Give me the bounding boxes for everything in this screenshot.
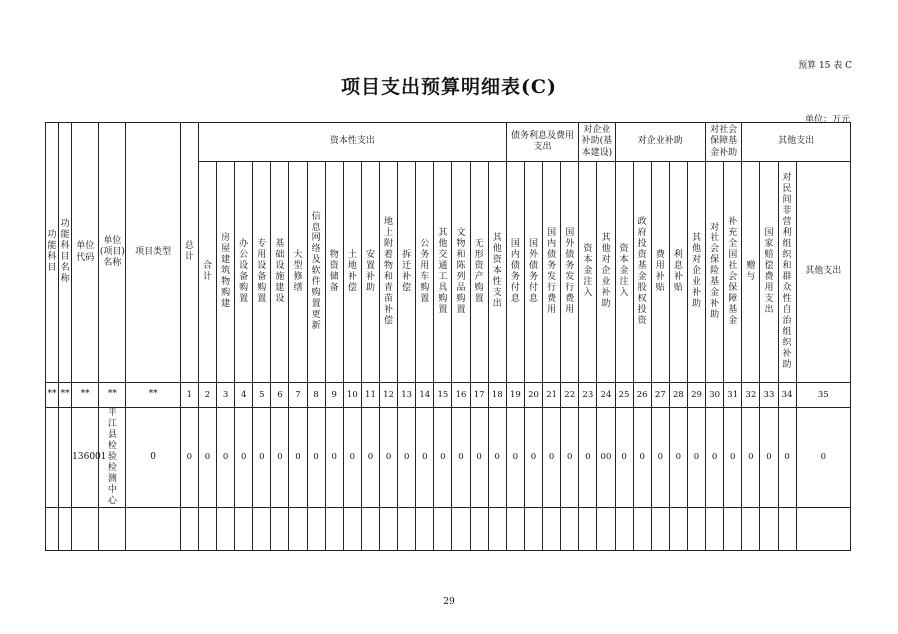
- value-cell: 0: [470, 408, 488, 508]
- value-cell: 0: [180, 408, 198, 508]
- sub-header: 资本金注入: [615, 162, 633, 383]
- value-cell: 0: [380, 408, 398, 508]
- value-cell: 0: [253, 408, 271, 508]
- index-number: 35: [796, 383, 850, 408]
- index-number: 34: [778, 383, 796, 408]
- index-number: 30: [706, 383, 724, 408]
- index-stars: **: [46, 383, 59, 408]
- sub-header: 办公设备购置: [235, 162, 253, 383]
- unit-label: 单位：万元: [804, 115, 850, 125]
- empty-cell: [651, 508, 669, 551]
- index-number: 31: [724, 383, 742, 408]
- empty-cell: [217, 508, 235, 551]
- empty-cell: [615, 508, 633, 551]
- value-cell: 0: [778, 408, 796, 508]
- group-social-security: 对社会保障基金补助: [706, 123, 742, 162]
- index-number: 28: [669, 383, 687, 408]
- sub-header: 基础设施建设: [271, 162, 289, 383]
- empty-cell: [452, 508, 470, 551]
- index-number: 1: [180, 383, 198, 408]
- value-cell: 0: [235, 408, 253, 508]
- header-group-row: [46, 123, 851, 162]
- value-cell: 0: [361, 408, 379, 508]
- empty-cell: [434, 508, 452, 551]
- empty-cell: [724, 508, 742, 551]
- sub-header: 资本金注入: [579, 162, 597, 383]
- empty-cell: [343, 508, 361, 551]
- empty-cell: [99, 508, 126, 551]
- empty-cell: [59, 508, 72, 551]
- value-cell: 0: [325, 408, 343, 508]
- index-number: 22: [561, 383, 579, 408]
- value-cell: 0: [615, 408, 633, 508]
- index-number: 33: [760, 383, 778, 408]
- value-cell: 0: [760, 408, 778, 508]
- empty-cell: [796, 508, 850, 551]
- index-number: 18: [488, 383, 506, 408]
- empty-cell: [687, 508, 705, 551]
- func-subject-name-cell: [59, 408, 72, 508]
- header-func-subject: 功能科目: [46, 123, 59, 383]
- index-number: 10: [343, 383, 361, 408]
- value-cell: 0: [561, 408, 579, 508]
- value-cell: 0: [398, 408, 416, 508]
- group-enterprise: 对企业补助: [615, 123, 706, 162]
- value-cell: 0: [543, 408, 561, 508]
- sub-header: 赠与: [742, 162, 760, 383]
- budget-table: [45, 122, 851, 551]
- empty-cell: [778, 508, 796, 551]
- empty-cell: [46, 508, 59, 551]
- index-number: 32: [742, 383, 760, 408]
- sub-header: 国外债务发行费用: [561, 162, 579, 383]
- header-total: 总计: [180, 123, 198, 383]
- sub-header: 补充全国社会保障基金: [724, 162, 742, 383]
- index-number: 6: [271, 383, 289, 408]
- page-number: 29: [443, 597, 455, 607]
- sub-header: 地上附着物和青苗补偿: [380, 162, 398, 383]
- unit-code-cell: 136001: [72, 408, 99, 508]
- index-number: 5: [253, 383, 271, 408]
- value-cell: 0: [488, 408, 506, 508]
- index-row: [46, 383, 851, 408]
- sub-header: 土地补偿: [343, 162, 361, 383]
- value-cell: 0: [289, 408, 307, 508]
- index-number: 15: [434, 383, 452, 408]
- form-code: 预算 15 表 C: [798, 61, 852, 71]
- value-cell: 0: [669, 408, 687, 508]
- value-cell: 0: [687, 408, 705, 508]
- empty-cell: [706, 508, 724, 551]
- value-cell: 0: [452, 408, 470, 508]
- value-cell: 0: [271, 408, 289, 508]
- header-project-type: 项目类型: [126, 123, 180, 383]
- func-subject-cell: [46, 408, 59, 508]
- index-number: 3: [217, 383, 235, 408]
- sub-header: 其他对企业补助: [597, 162, 615, 383]
- sub-header: 其他资本性支出: [488, 162, 506, 383]
- value-cell: 0: [633, 408, 651, 508]
- sub-header: 其他交通工具购置: [434, 162, 452, 383]
- index-number: 25: [615, 383, 633, 408]
- index-stars: **: [99, 383, 126, 408]
- index-number: 14: [416, 383, 434, 408]
- empty-cell: [597, 508, 615, 551]
- index-number: 19: [506, 383, 524, 408]
- empty-cell: [325, 508, 343, 551]
- empty-cell: [307, 508, 325, 551]
- header-unit-name: 单位(项目)名称: [99, 123, 126, 383]
- sub-header: 其他支出: [796, 162, 850, 383]
- value-cell: 0: [217, 408, 235, 508]
- value-cell: 0: [706, 408, 724, 508]
- sub-header: 物资储备: [325, 162, 343, 383]
- empty-cell: [72, 508, 99, 551]
- empty-cell: [488, 508, 506, 551]
- index-number: 11: [361, 383, 379, 408]
- sub-header: 公务用车购置: [416, 162, 434, 383]
- empty-cell: [669, 508, 687, 551]
- value-cell: 0: [742, 408, 760, 508]
- empty-cell: [361, 508, 379, 551]
- empty-row: [46, 508, 851, 551]
- empty-cell: [543, 508, 561, 551]
- empty-cell: [742, 508, 760, 551]
- index-number: 16: [452, 383, 470, 408]
- index-number: 13: [398, 383, 416, 408]
- sub-header: 国内债务付息: [506, 162, 524, 383]
- page-title: 项目支出预算明细表(C): [340, 76, 558, 98]
- index-number: 21: [543, 383, 561, 408]
- value-cell: 0: [579, 408, 597, 508]
- index-number: 27: [651, 383, 669, 408]
- empty-cell: [271, 508, 289, 551]
- sub-header: 对社会保险基金补助: [706, 162, 724, 383]
- empty-cell: [579, 508, 597, 551]
- sub-header: 政府投资基金股权投资: [633, 162, 651, 383]
- value-cell: 0: [724, 408, 742, 508]
- empty-cell: [235, 508, 253, 551]
- sub-header: 拆迁补偿: [398, 162, 416, 383]
- empty-cell: [506, 508, 524, 551]
- empty-cell: [126, 508, 180, 551]
- value-cell: 0: [307, 408, 325, 508]
- sub-header: 安置补助: [361, 162, 379, 383]
- index-number: 26: [633, 383, 651, 408]
- sub-header: 房屋建筑物购建: [217, 162, 235, 383]
- group-capital: 资本性支出: [198, 123, 506, 162]
- unit-name-cell: 平江县检验检测中心: [99, 408, 126, 508]
- value-cell: 0: [524, 408, 542, 508]
- value-cell: 0: [796, 408, 850, 508]
- value-cell: 00: [597, 408, 615, 508]
- value-cell: 0: [416, 408, 434, 508]
- sub-header: 信息网络及软件购置更新: [307, 162, 325, 383]
- empty-cell: [633, 508, 651, 551]
- sub-header: 文物和陈列品购置: [452, 162, 470, 383]
- index-number: 29: [687, 383, 705, 408]
- index-number: 2: [198, 383, 216, 408]
- index-stars: **: [126, 383, 180, 408]
- value-cell: 0: [506, 408, 524, 508]
- index-number: 20: [524, 383, 542, 408]
- empty-cell: [198, 508, 216, 551]
- index-number: 24: [597, 383, 615, 408]
- empty-cell: [380, 508, 398, 551]
- sub-header: 其他对企业补助: [687, 162, 705, 383]
- index-stars: **: [72, 383, 99, 408]
- index-number: 17: [470, 383, 488, 408]
- empty-cell: [470, 508, 488, 551]
- group-other: 其他支出: [742, 123, 851, 162]
- sub-header: 国外债务付息: [524, 162, 542, 383]
- sub-header: 大型修缮: [289, 162, 307, 383]
- group-enterprise-capital: 对企业补助(基本建设): [579, 123, 615, 162]
- index-stars: **: [59, 383, 72, 408]
- empty-cell: [524, 508, 542, 551]
- empty-cell: [398, 508, 416, 551]
- index-number: 8: [307, 383, 325, 408]
- empty-cell: [561, 508, 579, 551]
- sub-header: 利息补贴: [669, 162, 687, 383]
- empty-cell: [289, 508, 307, 551]
- value-cell: 0: [651, 408, 669, 508]
- index-number: 7: [289, 383, 307, 408]
- index-number: 23: [579, 383, 597, 408]
- index-number: 9: [325, 383, 343, 408]
- index-number: 4: [235, 383, 253, 408]
- sub-header: 国内债务发行费用: [543, 162, 561, 383]
- sub-header: 无形资产购置: [470, 162, 488, 383]
- value-cell: 0: [434, 408, 452, 508]
- index-number: 12: [380, 383, 398, 408]
- group-debt: 债务利息及费用支出: [506, 123, 578, 162]
- empty-cell: [253, 508, 271, 551]
- sub-header: 费用补贴: [651, 162, 669, 383]
- value-cell: 0: [198, 408, 216, 508]
- sub-header: 国家赔偿费用支出: [760, 162, 778, 383]
- value-cell: 0: [343, 408, 361, 508]
- project-type-cell: 0: [126, 408, 180, 508]
- empty-cell: [180, 508, 198, 551]
- sub-header: 合计: [198, 162, 216, 383]
- sub-header: 对民间非营利组织和群众性自治组织补助: [778, 162, 796, 383]
- empty-cell: [760, 508, 778, 551]
- empty-cell: [416, 508, 434, 551]
- sub-header: 专用设备购置: [253, 162, 271, 383]
- header-func-subject-name: 功能科目名称: [59, 123, 72, 383]
- table-row: [46, 408, 851, 508]
- header-unit-code: 单位代码: [72, 123, 99, 383]
